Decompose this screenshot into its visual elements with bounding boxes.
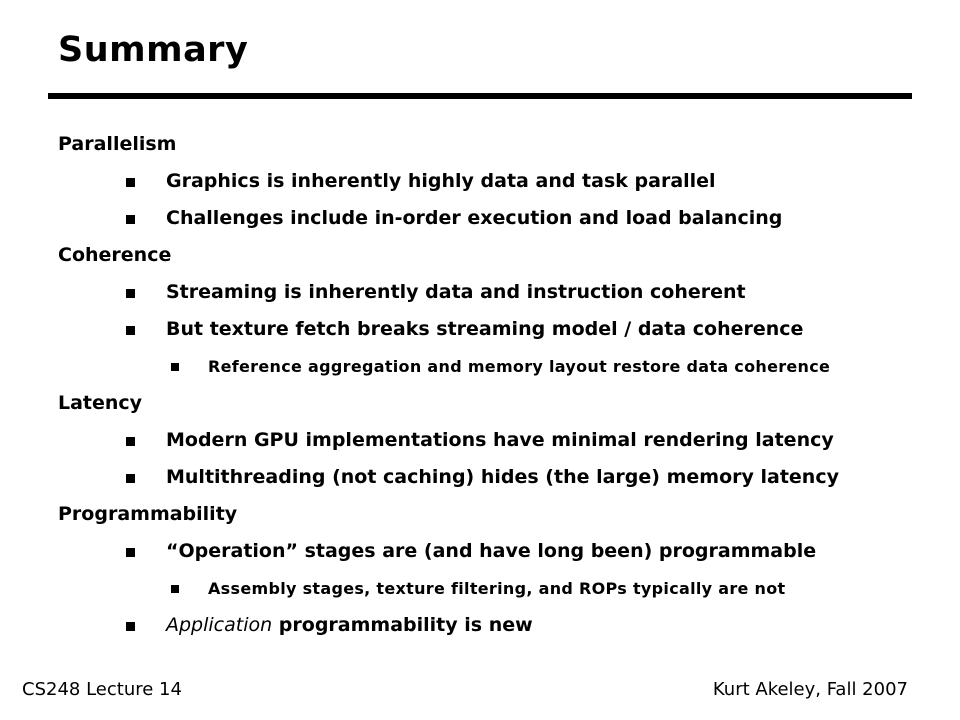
footer-course: CS248 Lecture 14 <box>22 679 182 700</box>
square-bullet-icon <box>126 178 135 187</box>
sub-bullet-item <box>58 348 938 385</box>
bullet-item <box>58 200 938 237</box>
bullet-item <box>58 533 938 570</box>
section-heading-text: Coherence <box>58 244 172 266</box>
bullet-item <box>58 422 938 459</box>
sub-bullet-text: Assembly stages, texture filtering, and ROPs typically are not <box>208 579 786 598</box>
slide-content <box>58 126 938 644</box>
square-bullet-icon <box>126 622 135 631</box>
bullet-item <box>58 311 938 348</box>
square-bullet-icon <box>171 363 179 371</box>
bullet-item <box>58 163 938 200</box>
bullet-text: But texture fetch breaks streaming model / data coherence <box>166 318 804 340</box>
footer-author: Kurt Akeley, Fall 2007 <box>712 679 908 700</box>
square-bullet-icon <box>126 289 135 298</box>
section-heading-text: Latency <box>58 392 143 414</box>
bullet-text: Streaming is inherently data and instruction coherent <box>166 281 746 303</box>
bullet-text-italic: Application <box>166 614 273 636</box>
bullet-text: programmability is new <box>278 614 533 636</box>
square-bullet-icon <box>126 474 135 483</box>
bullet-item <box>58 607 938 644</box>
section-heading <box>58 126 938 163</box>
sub-bullet-item <box>58 570 938 607</box>
square-bullet-icon <box>126 326 135 335</box>
section-heading <box>58 237 938 274</box>
square-bullet-icon <box>126 548 135 557</box>
section-heading-text: Programmability <box>58 503 238 525</box>
square-bullet-icon <box>126 215 135 224</box>
bullet-text: Multithreading (not caching) hides (the large) memory latency <box>166 466 839 488</box>
bullet-text: Modern GPU implementations have minimal rendering latency <box>166 429 834 451</box>
bullet-text: “Operation” stages are (and have long been) programmable <box>166 540 817 562</box>
bullet-text: Challenges include in-order execution and load balancing <box>166 207 783 229</box>
section-heading <box>58 385 938 422</box>
section-heading-text: Parallelism <box>58 133 177 155</box>
square-bullet-icon <box>126 437 135 446</box>
section-heading <box>58 496 938 533</box>
slide-title: Summary <box>58 30 249 70</box>
square-bullet-icon <box>171 585 179 593</box>
bullet-text: Graphics is inherently highly data and task parallel <box>166 170 716 192</box>
bullet-item <box>58 459 938 496</box>
bullet-item <box>58 274 938 311</box>
sub-bullet-text: Reference aggregation and memory layout restore data coherence <box>208 357 831 376</box>
title-divider <box>48 93 912 99</box>
